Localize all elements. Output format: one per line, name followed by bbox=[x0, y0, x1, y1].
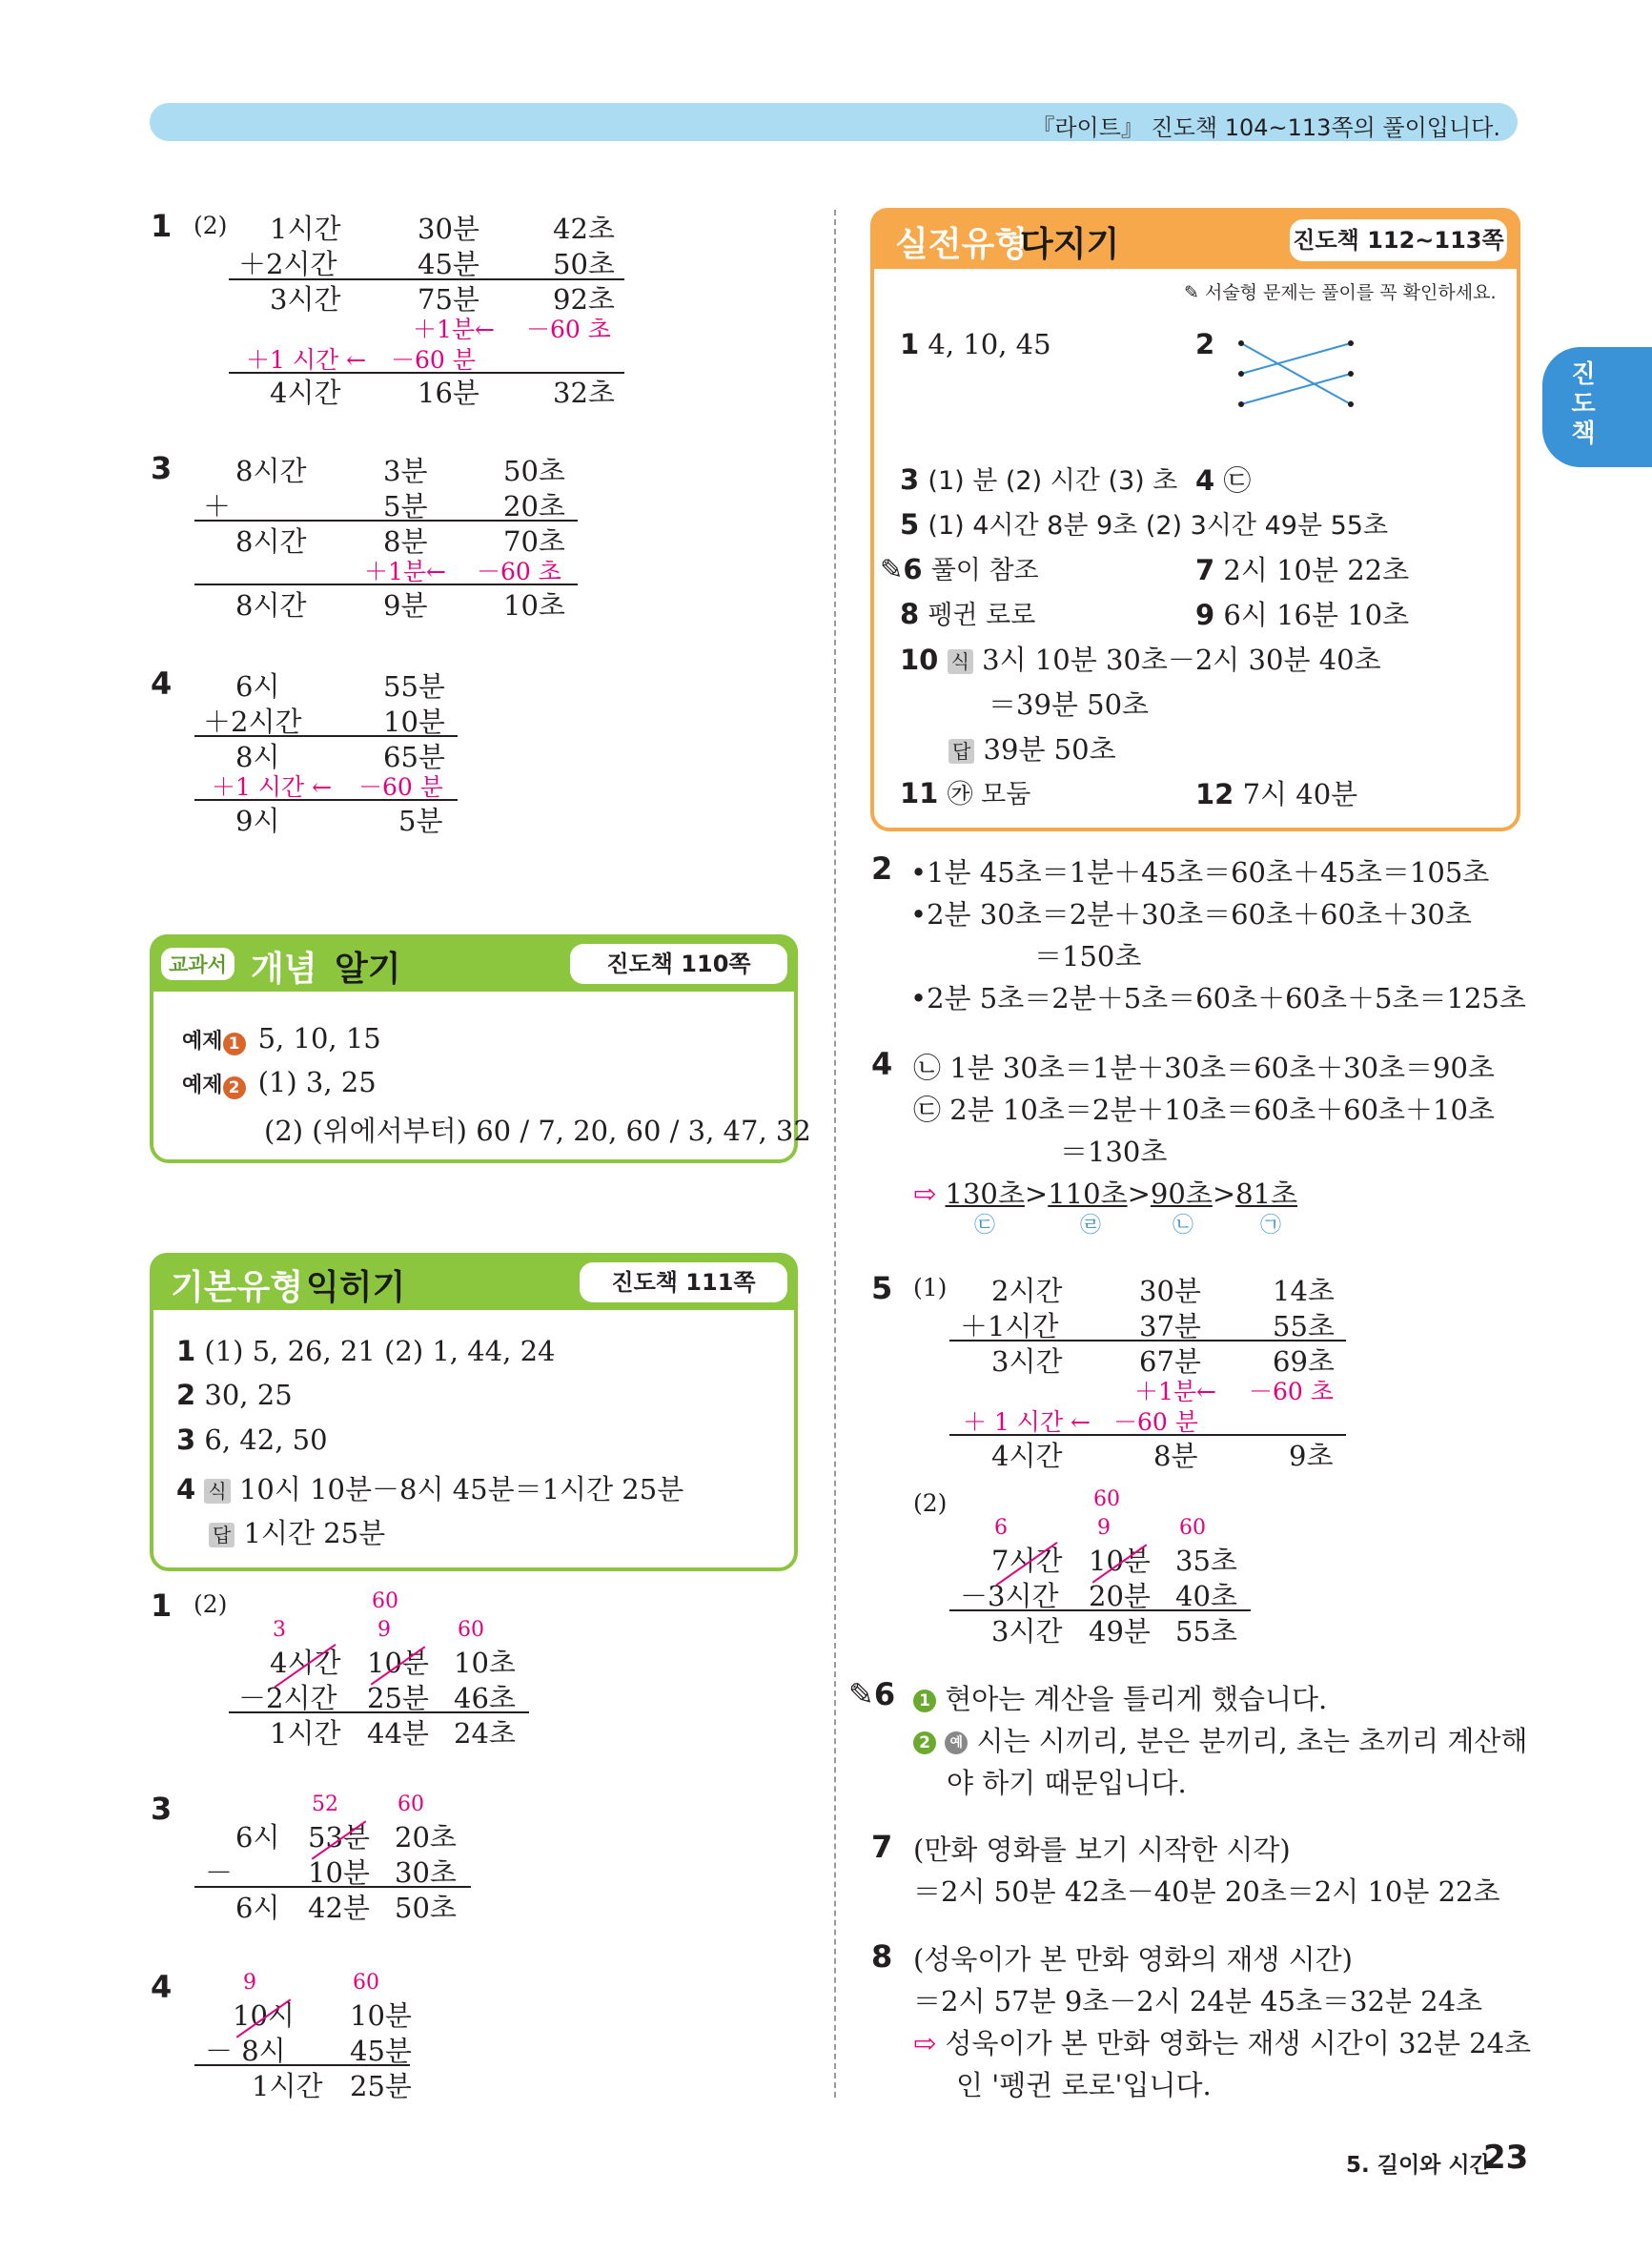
carry-note: －60 분 bbox=[358, 773, 443, 801]
header-text: 『라이트』 진도책 104~113쪽의 풀이입니다. bbox=[1031, 114, 1500, 141]
cell: 8시간 bbox=[235, 589, 307, 622]
matching-diagram bbox=[1236, 336, 1360, 417]
cell: 55분 bbox=[383, 670, 445, 703]
match-dot bbox=[1348, 340, 1354, 346]
cell: 50초 bbox=[553, 248, 615, 280]
cell: 16분 bbox=[418, 377, 479, 409]
solution-line: (성욱이가 본 만화 영화의 재생 시간) bbox=[913, 1943, 1353, 1976]
compare-sign: > bbox=[1127, 1178, 1151, 1210]
part-label: (1) bbox=[913, 1274, 948, 1301]
box-title: 익히기 bbox=[306, 1268, 406, 1307]
problem-number: 2 bbox=[871, 850, 893, 887]
answer-num: 11 bbox=[900, 777, 939, 809]
cell: 8시간 bbox=[235, 525, 307, 558]
compare-value: 81초 bbox=[1235, 1178, 1298, 1210]
borrow-note: 3 bbox=[273, 1618, 286, 1642]
cell: 20초 bbox=[395, 1821, 457, 1854]
cell: 5분 bbox=[398, 805, 443, 837]
carry-note: ＋1 시간 ← bbox=[246, 346, 367, 374]
answer-text: 3시 10분 30초－2시 30분 40초 bbox=[982, 644, 1381, 676]
cell: 2시간 bbox=[991, 1275, 1063, 1307]
cell: 40초 bbox=[1175, 1580, 1237, 1612]
struck-value: 4시간 bbox=[270, 1647, 341, 1679]
answer-num: 10 bbox=[900, 644, 939, 676]
real-answer-11 bbox=[900, 773, 1030, 810]
real-answer-5 bbox=[900, 504, 1388, 542]
cell: 8분 bbox=[1153, 1440, 1198, 1472]
cell: －3시간 bbox=[960, 1580, 1059, 1612]
comparison-line bbox=[913, 1173, 1297, 1212]
label-mark: ㉣ bbox=[1080, 1214, 1102, 1238]
box-title: 개념 bbox=[251, 950, 317, 989]
solution-line: 인 '펭귄 로로'입니다. bbox=[956, 2069, 1212, 2101]
answer-text: (1) 4시간 8분 9초 (2) 3시간 49분 55초 bbox=[928, 511, 1389, 541]
solution-text: 현아는 계산을 틀리게 했습니다. bbox=[945, 1683, 1328, 1715]
cell: 6시 bbox=[235, 1892, 280, 1924]
cell: 14초 bbox=[1273, 1275, 1335, 1307]
match-dot bbox=[1238, 401, 1244, 407]
answer-num: 12 bbox=[1195, 778, 1234, 810]
example-label: 예제 bbox=[182, 1030, 223, 1054]
answer-num: 6 bbox=[903, 553, 923, 585]
cell: 92초 bbox=[553, 283, 615, 316]
footer-chapter: 5. 길이와 시간 bbox=[1346, 2153, 1491, 2178]
cell: 25분 bbox=[350, 2070, 412, 2102]
answer-text: ㉢ bbox=[1223, 464, 1252, 497]
cell: ＋2시간 bbox=[238, 248, 337, 280]
cell: 8분 bbox=[383, 525, 428, 558]
cell: － 8시 bbox=[205, 2035, 286, 2067]
solution-text: 시는 시끼리, 분은 분끼리, 초는 초끼리 계산해 bbox=[976, 1725, 1528, 1757]
page-ref: 진도책 111쪽 bbox=[580, 1262, 787, 1302]
cell: 50초 bbox=[395, 1892, 457, 1924]
part-label: (2) bbox=[194, 1590, 228, 1618]
header-bar bbox=[150, 103, 1518, 141]
concept-box bbox=[150, 934, 811, 1163]
cell: 3시간 bbox=[991, 1345, 1063, 1378]
solution-line: ＝2시 50분 42초－40분 20초＝2시 10분 22초 bbox=[913, 1875, 1500, 1908]
answer-text: 39분 50초 bbox=[983, 733, 1116, 766]
cell bbox=[1089, 1540, 1151, 1579]
problem-number: 8 bbox=[871, 1938, 893, 1975]
cell: 42분 bbox=[308, 1892, 370, 1924]
cell: 9시 bbox=[235, 805, 280, 837]
carry-note: －60 분 bbox=[1113, 1408, 1198, 1436]
solution-line bbox=[913, 2022, 1531, 2061]
cell: 49분 bbox=[1089, 1615, 1151, 1648]
cell: 55초 bbox=[1273, 1310, 1335, 1342]
cell: 6시 bbox=[235, 670, 280, 703]
real-answer-12 bbox=[1195, 773, 1357, 812]
answer-text: 풀이 참조 bbox=[930, 556, 1039, 585]
part-label: (2) bbox=[913, 1489, 948, 1517]
borrow-note: 9 bbox=[377, 1618, 391, 1642]
cell: 45분 bbox=[418, 248, 479, 280]
answer-tag: 답 bbox=[209, 1523, 235, 1547]
borrow-note: 52 bbox=[312, 1792, 338, 1816]
cell: 10분 bbox=[350, 1999, 412, 2032]
cell: 30분 bbox=[1139, 1275, 1201, 1307]
problem-number: 4 bbox=[151, 1969, 173, 2005]
cell: 3시간 bbox=[991, 1615, 1063, 1648]
borrow-note: 9 bbox=[1097, 1516, 1111, 1540]
step-marker: 2 bbox=[913, 1731, 936, 1754]
borrow-note: 60 bbox=[372, 1589, 398, 1613]
example-1 bbox=[182, 1022, 381, 1055]
cell: 42초 bbox=[553, 213, 615, 245]
compare-sign: > bbox=[1212, 1178, 1236, 1210]
real-box bbox=[870, 208, 1520, 831]
answer-text: 6시 16분 10초 bbox=[1223, 599, 1410, 631]
carry-note: ＋1분← bbox=[1134, 1378, 1217, 1405]
example-answer: (2) (위에서부터) 60 / 7, 20, 60 / 3, 47, 32 bbox=[264, 1115, 811, 1147]
answer-2 bbox=[176, 1379, 293, 1411]
label-mark: ㉢ bbox=[974, 1214, 996, 1238]
cell bbox=[367, 1642, 429, 1681]
answer-num: 7 bbox=[1195, 554, 1215, 586]
cell: ＋2시간 bbox=[203, 706, 302, 738]
answer-text: ＝39분 50초 bbox=[989, 688, 1150, 721]
formula-tag: 식 bbox=[948, 649, 973, 674]
compare-sign: > bbox=[1024, 1178, 1049, 1210]
cell: 1시간 bbox=[270, 213, 341, 245]
solution-line: ＝2시 57분 9초－2시 24분 45초＝32분 24초 bbox=[913, 1985, 1483, 2017]
real-answer-8 bbox=[900, 594, 1035, 631]
cell: 32초 bbox=[553, 377, 615, 409]
answer-text: 펭귄 로로 bbox=[928, 601, 1036, 630]
answer-4-result bbox=[209, 1512, 385, 1551]
cell: 10초 bbox=[503, 589, 565, 622]
box-title: 기본유형 bbox=[171, 1268, 304, 1307]
cell: 30분 bbox=[418, 213, 479, 245]
solution-line: •1분 45초＝1분＋45초＝60초＋45초＝105초 bbox=[910, 856, 1490, 889]
real-answer-10-result bbox=[948, 728, 1116, 768]
real-answer-4 bbox=[1195, 460, 1251, 499]
answer-text: ㉮ 모둠 bbox=[947, 780, 1031, 809]
problem-number: 4 bbox=[151, 666, 173, 702]
solution-line bbox=[913, 1720, 1527, 1759]
example-2 bbox=[182, 1066, 377, 1099]
borrow-note: 60 bbox=[458, 1618, 484, 1642]
cell: 75분 bbox=[418, 283, 479, 316]
answer-num: 3 bbox=[900, 463, 920, 496]
cell: 4시간 bbox=[270, 377, 341, 409]
cell: 30초 bbox=[395, 1856, 457, 1889]
cell: 25분 bbox=[367, 1682, 429, 1714]
carry-note: ＋1분← bbox=[413, 316, 496, 343]
problem-number: 1 bbox=[151, 208, 173, 244]
solution-line: 야 하기 때문입니다. bbox=[947, 1767, 1187, 1799]
cell: 65분 bbox=[383, 741, 445, 773]
cell: －2시간 bbox=[238, 1682, 337, 1714]
answer-num: 2 bbox=[1195, 328, 1215, 360]
carry-note: －60 초 bbox=[1249, 1378, 1334, 1405]
match-line bbox=[1241, 343, 1351, 404]
carry-note: ＋1분← bbox=[364, 558, 447, 585]
page-ref: 진도책 110쪽 bbox=[570, 944, 787, 984]
cell: 9초 bbox=[1289, 1440, 1334, 1472]
borrow-note: 9 bbox=[243, 1971, 256, 1995]
solution-text: 성욱이가 본 만화 영화는 재생 시간이 32분 24초 bbox=[945, 2027, 1532, 2059]
cell bbox=[308, 1816, 370, 1855]
arrow-icon: ⇨ bbox=[913, 1178, 937, 1210]
label-mark: ㉡ bbox=[1173, 1214, 1194, 1238]
match-line bbox=[1241, 343, 1351, 374]
cell: 3시간 bbox=[270, 283, 341, 316]
cell: 6시 bbox=[235, 1821, 280, 1854]
answer-4 bbox=[176, 1468, 683, 1507]
borrow-note: 6 bbox=[994, 1516, 1008, 1540]
side-tab[interactable] bbox=[1542, 347, 1652, 467]
cell: 10분 bbox=[383, 706, 445, 738]
cell: 50초 bbox=[503, 455, 565, 487]
cell: 45분 bbox=[350, 2035, 412, 2067]
answer-text: 7시 40분 bbox=[1242, 778, 1358, 810]
cell: 70초 bbox=[503, 525, 565, 558]
problem-number: 4 bbox=[871, 1046, 893, 1082]
cell: 10초 bbox=[454, 1647, 516, 1679]
borrow-note: 60 bbox=[1093, 1487, 1120, 1511]
real-answer-9 bbox=[1195, 594, 1409, 633]
page-number: 23 bbox=[1483, 2139, 1529, 2177]
compare-value: 130초 bbox=[945, 1178, 1025, 1210]
answer-1 bbox=[176, 1335, 555, 1367]
page-ref: 진도책 112~113쪽 bbox=[1290, 219, 1507, 261]
solution-line: •2분 5초＝2분＋5초＝60초＋60초＋5초＝125초 bbox=[910, 982, 1526, 1014]
problem-number: 3 bbox=[151, 450, 173, 486]
compare-value: 110초 bbox=[1048, 1178, 1128, 1210]
match-dot bbox=[1238, 340, 1244, 346]
struck-value: 10분 bbox=[1089, 1545, 1151, 1577]
real-answer-1 bbox=[900, 328, 1051, 360]
answer-text: 10시 10분－8시 45분＝1시간 25분 bbox=[238, 1473, 684, 1505]
struck-value: 7시간 bbox=[991, 1545, 1063, 1577]
box-title: 실전유형 bbox=[895, 225, 1029, 264]
answer-num: 4 bbox=[1195, 464, 1215, 497]
cell: 35초 bbox=[1175, 1545, 1237, 1577]
answer-text: 6, 42, 50 bbox=[204, 1423, 328, 1456]
answer-num: 8 bbox=[900, 598, 920, 630]
example-badge: 예 bbox=[945, 1731, 968, 1754]
real-answer-10 bbox=[900, 639, 1381, 678]
borrow-note: 60 bbox=[353, 1971, 379, 1995]
cell: 67분 bbox=[1139, 1345, 1201, 1378]
box-title: 알기 bbox=[335, 950, 401, 989]
cell: 8시 bbox=[235, 741, 280, 773]
borrow-note: 60 bbox=[1179, 1516, 1206, 1540]
cell: ＋1시간 bbox=[960, 1310, 1059, 1342]
answer-text: (1) 5, 26, 21 (2) 1, 44, 24 bbox=[204, 1335, 556, 1367]
real-answer-6: ✎6 풀이 참조 bbox=[880, 553, 1039, 585]
textbook-badge: 교과서 bbox=[161, 948, 235, 980]
struck-value: 10시 bbox=[233, 1999, 295, 2032]
cell: 55초 bbox=[1175, 1615, 1237, 1648]
step-marker: 1 bbox=[913, 1690, 936, 1712]
struck-value: 10분 bbox=[367, 1647, 429, 1679]
solution-line: ㉡ 1분 30초＝1분＋30초＝60초＋30초＝90초 bbox=[913, 1052, 1495, 1084]
cell bbox=[233, 1995, 295, 2034]
answer-text: 4, 10, 45 bbox=[928, 328, 1051, 360]
note-text: 서술형 문제는 풀이를 꼭 확인하세요. bbox=[1204, 282, 1497, 303]
answer-num: 9 bbox=[1195, 599, 1215, 631]
side-tab-label: 진도책 bbox=[1571, 360, 1596, 448]
cell: 37분 bbox=[1139, 1310, 1201, 1342]
cell bbox=[270, 1642, 340, 1681]
carry-note: －60 초 bbox=[526, 316, 611, 343]
struck-value: 53분 bbox=[308, 1821, 370, 1854]
cell: 1시간 bbox=[252, 2070, 323, 2102]
operator: ＋ bbox=[203, 490, 232, 522]
cell bbox=[991, 1540, 1062, 1579]
cell: 44분 bbox=[367, 1717, 429, 1750]
match-dot bbox=[1348, 371, 1354, 377]
carry-note: －60 분 bbox=[391, 346, 476, 374]
cell: 8시간 bbox=[235, 455, 307, 487]
cell: 20분 bbox=[1089, 1580, 1151, 1612]
answer-tag: 답 bbox=[948, 739, 974, 764]
answer-text: 30, 25 bbox=[204, 1379, 293, 1411]
note: ✎ 서술형 문제는 풀이를 꼭 확인하세요. bbox=[1184, 282, 1497, 303]
answer-text: 1시간 25분 bbox=[243, 1517, 386, 1549]
problem-number: 1 bbox=[151, 1587, 173, 1624]
cell: 10분 bbox=[308, 1856, 370, 1889]
problem-number: ✎6 bbox=[848, 1676, 896, 1712]
match-dot bbox=[1348, 401, 1354, 407]
cell: 1시간 bbox=[270, 1717, 341, 1750]
solution-line: ＝130초 bbox=[1060, 1136, 1168, 1168]
basic-box bbox=[150, 1253, 798, 1571]
cell: 20초 bbox=[503, 490, 565, 522]
operator: － bbox=[205, 1856, 234, 1889]
solution-line: •2분 30초＝2분＋30초＝60초＋60초＋30초 bbox=[910, 898, 1472, 931]
carry-note: －60 초 bbox=[477, 558, 561, 585]
answer-num: 1 bbox=[900, 328, 920, 360]
example-num: 2 bbox=[223, 1076, 246, 1099]
formula-tag: 식 bbox=[204, 1479, 230, 1504]
cell: 46초 bbox=[454, 1682, 516, 1714]
solution-line: ＝150초 bbox=[1034, 940, 1142, 973]
cell: 24초 bbox=[454, 1717, 516, 1750]
answer-3 bbox=[176, 1423, 328, 1456]
solution-line: ㉢ 2분 10초＝2분＋10초＝60초＋60초＋10초 bbox=[913, 1094, 1495, 1126]
example-answer: 5, 10, 15 bbox=[257, 1022, 381, 1055]
carry-note: ＋ 1 시간 ← bbox=[963, 1408, 1091, 1436]
answer-num: 5 bbox=[900, 508, 920, 541]
real-answer-2 bbox=[1195, 328, 1214, 360]
answer-num: 4 bbox=[176, 1473, 196, 1505]
label-mark: ㉠ bbox=[1260, 1214, 1282, 1238]
example-label: 예제 bbox=[182, 1074, 223, 1097]
answer-text: 2시 10분 22초 bbox=[1223, 554, 1410, 586]
cell: 69초 bbox=[1273, 1345, 1335, 1378]
cell: 4시간 bbox=[991, 1440, 1063, 1472]
problem-number: 3 bbox=[151, 1791, 173, 1827]
problem-number-text: 6 bbox=[873, 1676, 896, 1712]
match-line bbox=[1241, 374, 1351, 404]
borrow-note: 60 bbox=[398, 1792, 424, 1816]
column-divider bbox=[834, 210, 836, 2098]
cell: 9분 bbox=[383, 589, 428, 622]
cell: 5분 bbox=[383, 490, 428, 522]
solution-line: (만화 영화를 보기 시작한 시각) bbox=[913, 1833, 1291, 1866]
problem-number: 7 bbox=[871, 1829, 893, 1865]
answer-num: 2 bbox=[176, 1379, 196, 1411]
solution-line bbox=[913, 1678, 1327, 1717]
example-num: 1 bbox=[223, 1033, 246, 1055]
problem-number: 5 bbox=[871, 1270, 893, 1306]
real-answer-7 bbox=[1195, 549, 1409, 588]
match-dot bbox=[1238, 371, 1244, 377]
part-label: (2) bbox=[194, 212, 228, 239]
example-answer: (1) 3, 25 bbox=[257, 1066, 377, 1098]
arrow-icon: ⇨ bbox=[913, 2027, 937, 2059]
answer-text: (1) 분 (2) 시간 (3) 초 bbox=[928, 466, 1178, 496]
real-answer-3 bbox=[900, 460, 1177, 497]
cell: 3분 bbox=[383, 455, 428, 487]
answer-num: 3 bbox=[176, 1423, 196, 1456]
box-title: 다지기 bbox=[1020, 225, 1120, 264]
carry-note: ＋1 시간 ← bbox=[212, 773, 333, 801]
answer-num: 1 bbox=[176, 1335, 196, 1367]
compare-value: 90초 bbox=[1150, 1178, 1213, 1210]
